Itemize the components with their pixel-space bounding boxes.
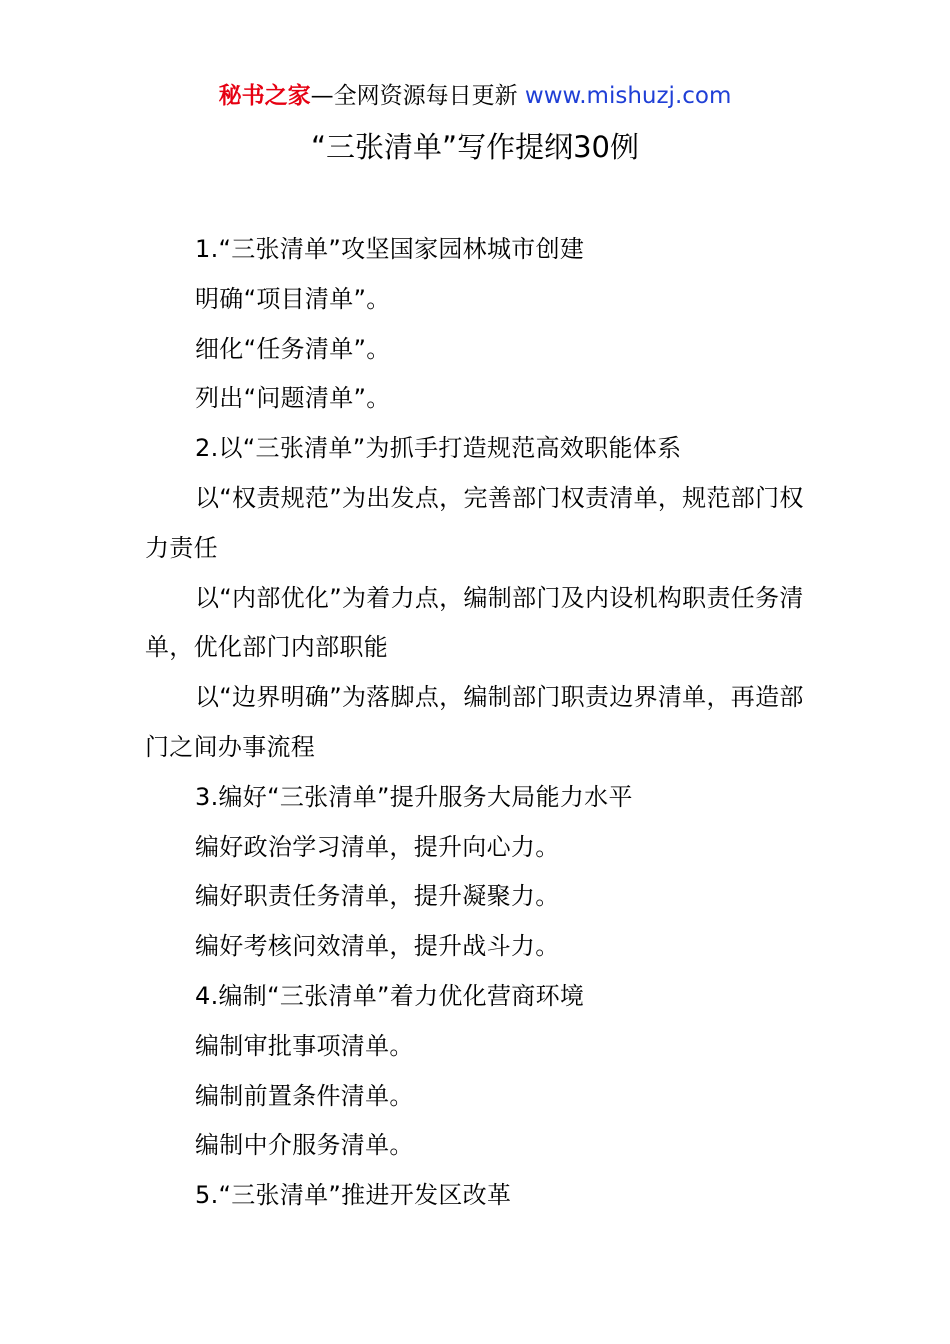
paragraph: 以“权责规范”为出发点，完善部门权责清单，规范部门权力责任	[145, 483, 804, 562]
site-tagline: —全网资源每日更新	[310, 83, 525, 109]
paragraph: 编好政治学习清单，提升向心力。	[195, 832, 560, 861]
site-brand: 秘书之家	[218, 83, 311, 109]
site-header	[0, 80, 950, 112]
document-body	[145, 225, 810, 1221]
paragraph: 编制前置条件清单。	[195, 1081, 414, 1110]
site-url-link[interactable]: www.mishuzj.com	[524, 83, 732, 109]
paragraph: 以“内部优化”为着力点，编制部门及内设机构职责任务清单，优化部门内部职能	[145, 583, 804, 662]
paragraph: 明确“项目清单”。	[195, 284, 391, 313]
paragraph: 4.编制“三张清单”着力优化营商环境	[195, 981, 585, 1010]
paragraph: 5.“三张清单”推进开发区改革	[195, 1181, 512, 1210]
document-title: “三张清单”写作提纲30例	[311, 130, 639, 164]
paragraph: 细化“任务清单”。	[195, 334, 391, 363]
paragraph: 列出“问题清单”。	[195, 384, 391, 413]
paragraph: 1.“三张清单”攻坚国家园林城市创建	[195, 235, 585, 263]
paragraph: 编好考核问效清单，提升战斗力。	[195, 932, 560, 961]
paragraph: 3.编好“三张清单”提升服务大局能力水平	[195, 782, 633, 811]
paragraph: 编制中介服务清单。	[195, 1131, 414, 1160]
paragraph: 编制审批事项清单。	[195, 1031, 414, 1060]
paragraph: 2.以“三张清单”为抓手打造规范高效职能体系	[195, 434, 682, 463]
paragraph: 以“边界明确”为落脚点，编制部门职责边界清单，再造部门之间办事流程	[145, 683, 804, 761]
paragraph: 编好职责任务清单，提升凝聚力。	[195, 882, 560, 911]
